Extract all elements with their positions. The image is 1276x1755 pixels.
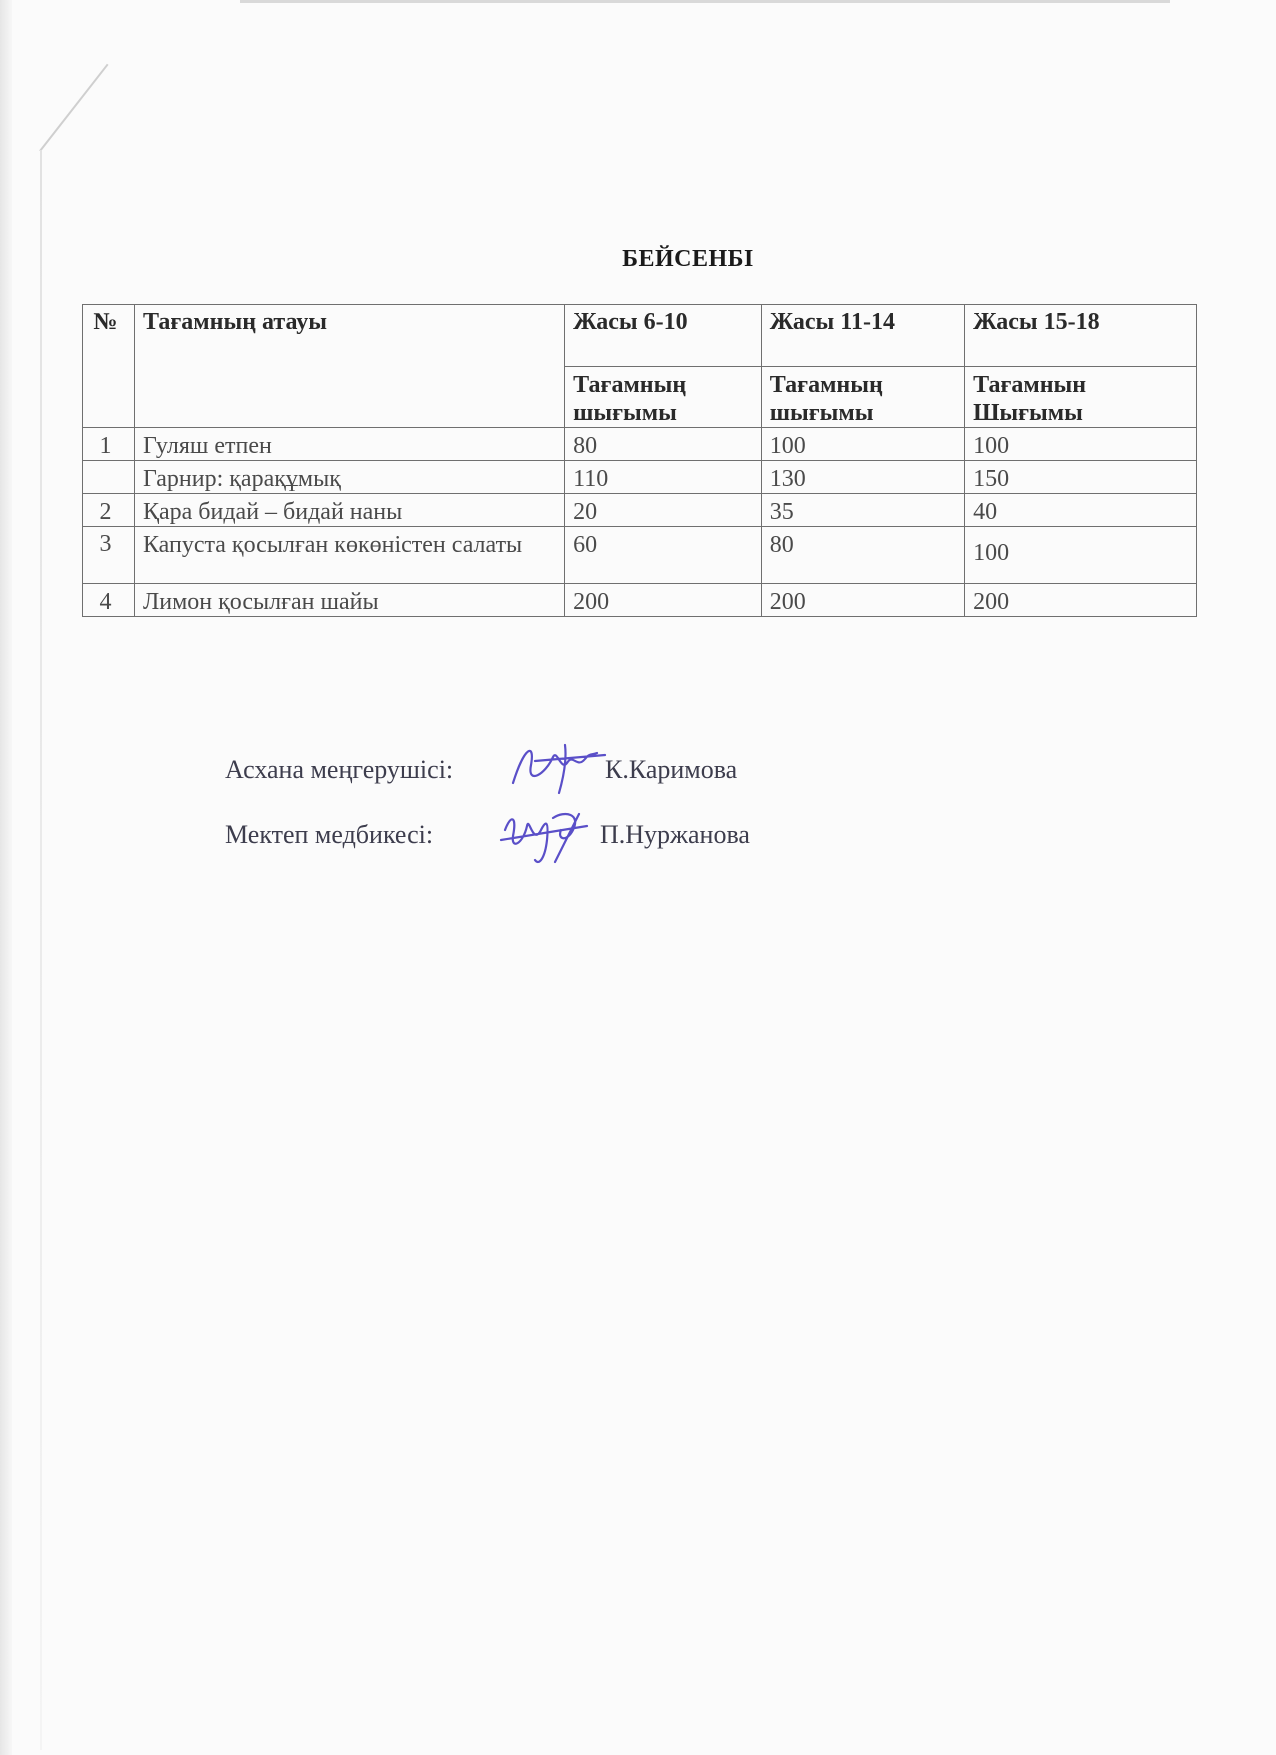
row-number: 4	[83, 584, 135, 617]
dish-name: Гарнир: қарақұмық	[134, 461, 564, 494]
yield-6-10: 80	[565, 428, 762, 461]
row-number: 2	[83, 494, 135, 527]
table-row	[83, 584, 1197, 617]
yield-6-10: 60	[565, 527, 762, 584]
dish-name: Капуста қосылған көкөністен салаты	[134, 527, 564, 584]
yield-6-10: 110	[565, 461, 762, 494]
yield-15-18: 100	[965, 527, 1197, 584]
page-left-edge	[40, 150, 42, 1750]
table-row	[83, 494, 1197, 527]
dish-name: Қара бидай – бидай наны	[134, 494, 564, 527]
row-number: 1	[83, 428, 135, 461]
yield-11-14: 35	[761, 494, 964, 527]
nurse-name: П.Нуржанова	[600, 820, 750, 849]
header-number: №	[83, 305, 135, 428]
dish-name: Гуляш етпен	[134, 428, 564, 461]
yield-label-3-line2: Шығымы	[973, 400, 1083, 426]
row-number: 3	[83, 527, 135, 584]
header-age-15-18: Жасы 15-18	[965, 305, 1197, 367]
nurse-label: Мектеп медбикесі:	[225, 820, 434, 849]
yield-label-2-line2: шығымы	[769, 400, 874, 426]
page-corner-fold	[39, 64, 108, 152]
yield-15-18: 150	[965, 461, 1197, 494]
table-row	[83, 461, 1197, 494]
cook-signature	[505, 735, 615, 795]
yield-6-10: 200	[565, 584, 762, 617]
yield-11-14: 80	[761, 527, 964, 584]
yield-label-2-line1: Тағамның	[769, 372, 883, 398]
table-header-row	[83, 305, 1197, 367]
yield-11-14: 100	[761, 428, 964, 461]
header-age-6-10: Жасы 6-10	[565, 305, 762, 367]
header-dish-name: Тағамның атауы	[134, 305, 564, 428]
yield-6-10: 20	[565, 494, 762, 527]
cook-label: Асхана меңгерушісі:	[225, 755, 454, 784]
nurse-signature	[495, 800, 595, 870]
menu-table	[82, 304, 1197, 617]
yield-11-14: 200	[761, 584, 964, 617]
table-row	[83, 527, 1197, 584]
yield-label-1	[565, 367, 762, 428]
yield-label-3	[965, 367, 1197, 428]
yield-15-18: 200	[965, 584, 1197, 617]
yield-label-3-line1: Тағамнын	[973, 372, 1087, 398]
row-number	[83, 461, 135, 494]
table-row	[83, 428, 1197, 461]
cook-name: К.Каримова	[605, 755, 738, 784]
scan-artifact-top	[240, 0, 1170, 3]
yield-15-18: 40	[965, 494, 1197, 527]
header-age-11-14: Жасы 11-14	[761, 305, 964, 367]
yield-label-1-line2: шығымы	[573, 400, 677, 426]
dish-name: Лимон қосылған шайы	[134, 584, 564, 617]
yield-11-14: 130	[761, 461, 964, 494]
day-title: БЕЙСЕНБІ	[622, 246, 754, 272]
yield-label-2	[761, 367, 964, 428]
yield-15-18: 100	[965, 428, 1197, 461]
yield-label-1-line1: Тағамның	[573, 372, 687, 398]
